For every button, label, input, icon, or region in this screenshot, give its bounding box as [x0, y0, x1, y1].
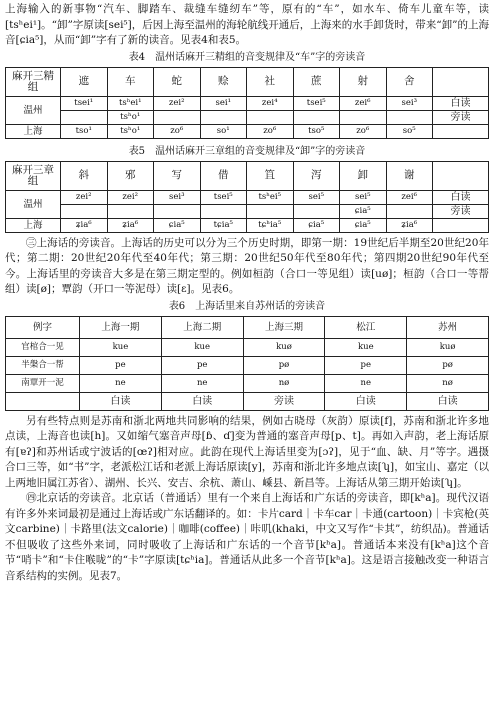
table5-cell: ɕia⁵: [293, 218, 340, 232]
table5-cell: tsei⁵: [200, 190, 247, 204]
table5-header-cell: 笡: [247, 161, 294, 190]
table5-reading-type: [433, 218, 489, 232]
table6-reading-cell: [6, 392, 80, 410]
table5-cell: ʑia⁶: [61, 218, 108, 232]
table5-reading-type: 旁读: [433, 204, 489, 218]
table6-header-cell: 上海一期: [80, 316, 162, 338]
table4-cell: tsʰo¹: [107, 124, 154, 138]
table6-cell: nø: [407, 374, 489, 392]
table6: [5, 316, 489, 411]
table4-row-label: 温州: [6, 96, 61, 124]
table6-reading-cell: 白读: [161, 392, 243, 410]
table6-row-label: 官棺合一见: [6, 338, 80, 356]
table6-reading-cell: 白读: [407, 392, 489, 410]
table6-cell: ne: [325, 374, 407, 392]
table6-header-row: [6, 316, 489, 338]
table4-header-cell: 蔗: [293, 67, 340, 96]
table5-cell: [247, 204, 294, 218]
table6-cell: kuø: [407, 338, 489, 356]
table6-cell: kue: [80, 338, 162, 356]
paragraph-beijing: ㊃北京话的旁读音。北京话（普通话）里有一个来自上海话和广东话的旁读音，即[kʰa]。现代汉语有许多外来词最初是通过上海话或广东话翻译的。如：卡片card｜卡车car｜卡通(cartoon)｜卡宾枪(英文carbine)｜卡路里(法文calorie)｜咖啡(coffee)｜咔叽(khaki，中文又写作“卡其”，纺织品)。普通话不但吸收了这些外来词，同时吸收了上海话和广东话的一个音节[kʰa]。普通话本来没有[kʰa]这个音节“哨卡”和“卡住喉咙”的“卡”字原读[tɕʰia]。普通话从此多一个音节[kʰa]。这是语言接触改变一种语言音系结构的实例。见表7。: [5, 492, 489, 582]
table6-row: [6, 374, 489, 392]
table6-row-label: 南覃开一泥: [6, 374, 80, 392]
table4-cell: [340, 110, 387, 124]
table6-header-cell: 例字: [6, 316, 80, 338]
paragraph-intro: 上海输入的新事物“汽车、脚踏车、裁缝车缝纫车”等，原有的“车”，如水车、倚车儿童车等，读[tsʰei¹]。“卸”字原读[sei⁵]，后因上海至温州的海轮航线开通后，上海来的水手卸货时，带来“卸”的上海音[ɕia⁵]，从而“卸”字有了新的读音。见表4和表5。: [5, 3, 489, 46]
paragraph-other-features: 另有些特点则是苏南和浙北两地共同影响的结果，例如古晓母（灰韵）原读[f]，苏南和浙北许多地点读，上海音也读[h]。又如缩气塞音声母[ɓ、ɗ]变为普通的塞音声母[p、t]。再如入声韵，老上海话原有[ɐʔ]和苏州话或宁波话的[œʔ]相对应。此韵在现代上海话里变为[ɔʔ]，见于“血、缺、月”等字。遇摄合口三等，如“书”字，老派松江话和老派上海话原读[y]，苏南和浙北许多地点读[ʮ]，如宝山、嘉定（以上两地旧属江苏省）、湖州、长兴、安吉、余杭、萧山、嵊县、新昌等。上海话从第三期开始读[ʮ]。: [5, 414, 489, 489]
table6-header-cell: 上海二期: [161, 316, 243, 338]
table5-cell: ɕia⁵: [340, 218, 387, 232]
table5-cell: [386, 204, 433, 218]
table5-row: [6, 204, 489, 218]
table5-header-cell: 谢: [386, 161, 433, 190]
table4-cell: so⁵: [386, 124, 433, 138]
table5-header-cell: 麻开三章组: [6, 161, 61, 190]
table6-cell: pe: [80, 356, 162, 374]
table6-caption-text: 上海话里来自苏州话的旁读音: [195, 300, 326, 312]
table5-header-cell: 借: [200, 161, 247, 190]
table4-header-cell: 射: [340, 67, 387, 96]
table6-header-cell: 松江: [325, 316, 407, 338]
table6-cell: nø: [243, 374, 325, 392]
table6-reading-row: [6, 392, 489, 410]
table4-cell: [293, 110, 340, 124]
table5-cell: ʑia⁶: [386, 218, 433, 232]
table5-row: [6, 218, 489, 232]
table4-cell: [154, 110, 201, 124]
table5-cell: sei⁵: [293, 190, 340, 204]
table4-cell: [61, 110, 108, 124]
table6-reading-cell: 旁读: [243, 392, 325, 410]
table5-caption: [5, 145, 489, 159]
table4-cell: tso⁵: [293, 124, 340, 138]
table4-cell: zo⁶: [154, 124, 201, 138]
table6-header-cell: 上海三期: [243, 316, 325, 338]
table5-cell: zei²: [107, 190, 154, 204]
table4-cell: zei⁶: [340, 96, 387, 110]
table4-row-label: 上海: [6, 124, 61, 138]
table4-cell: tsʰo¹: [107, 110, 154, 124]
table4-cell: tsei⁵: [293, 96, 340, 110]
table5-reading-type: 白读: [433, 190, 489, 204]
table6-cell: kue: [161, 338, 243, 356]
table4-header-cell: 赊: [200, 67, 247, 96]
table6-reading-cell: 白读: [325, 392, 407, 410]
table4-header-cell: 社: [247, 67, 294, 96]
table4-cell: [386, 110, 433, 124]
table5-cell: ɕia⁵: [154, 218, 201, 232]
table4-cell: [247, 110, 294, 124]
table4-caption: [5, 51, 489, 65]
table6-cell: pe: [325, 356, 407, 374]
table6-row: [6, 356, 489, 374]
table5-cell: [200, 204, 247, 218]
table5-caption-text: 温州话麻开三章组的音变规律及“卸”字的旁读音: [155, 145, 366, 157]
table4-reading-type: [433, 124, 489, 138]
table4-cell: zei²: [154, 96, 201, 110]
table4-reading-type: 旁读: [433, 110, 489, 124]
table5-cell: sei⁵: [340, 190, 387, 204]
table5-header-cell: 卸: [340, 161, 387, 190]
table5-header-cell: 写: [154, 161, 201, 190]
table5-cell: zei²: [61, 190, 108, 204]
table4-row: [6, 110, 489, 124]
table4-cell: zo⁶: [340, 124, 387, 138]
table6-cell: ne: [80, 374, 162, 392]
table6-cell: pø: [407, 356, 489, 374]
table6-cell: kue: [325, 338, 407, 356]
table5-header-cell: 邪: [107, 161, 154, 190]
table4-cell: sei¹: [200, 96, 247, 110]
table6-cell: pø: [243, 356, 325, 374]
table5-header-row: [6, 161, 489, 190]
table4: [5, 67, 489, 139]
table5-header-cell: [433, 161, 489, 190]
table5-cell: ʑia⁶: [107, 218, 154, 232]
table5-cell: [293, 204, 340, 218]
table5-cell: [154, 204, 201, 218]
table4-header-cell: 车: [107, 67, 154, 96]
table4-caption-text: 温州话麻开三精组的音变规律及“车”字的旁读音: [155, 51, 366, 63]
table5-cell: tɕia⁵: [200, 218, 247, 232]
table4-cell: zei⁴: [247, 96, 294, 110]
table6-row-label: 半槃合一帮: [6, 356, 80, 374]
table5-cell: [61, 204, 108, 218]
table4-row: [6, 124, 489, 138]
table5-caption-number: 表5: [128, 145, 146, 157]
table4-reading-type: 白读: [433, 96, 489, 110]
table5: [5, 161, 489, 233]
table4-cell: tso¹: [61, 124, 108, 138]
table5-cell: tɕʰia⁵: [247, 218, 294, 232]
table6-header-cell: 苏州: [407, 316, 489, 338]
table4-cell: sei³: [386, 96, 433, 110]
table4-header-cell: 蛇: [154, 67, 201, 96]
paragraph-shanghai: ㊂上海话的旁读音。上海话的历史可以分为三个历史时期，即第一期：19世纪后半期至20世纪20年代；第二期：20世纪20年代至40年代；第三期：20世纪50年代至80年代；第四期20世纪90年代至今。上海话里的旁读音大多是在第三期定型的。例如桓韵（合口一等见组）读[uø]；桓韵（合口一等帮组）读[ø]；覃韵（开口一等泥母）读[ɛ]。见表6。: [5, 236, 489, 295]
table5-row-label: 上海: [6, 218, 61, 232]
table5-cell: zei⁶: [386, 190, 433, 204]
table4-cell: tsei¹: [61, 96, 108, 110]
table4-header-cell: 麻开三精组: [6, 67, 61, 96]
table4-header-row: [6, 67, 489, 96]
table4-cell: so¹: [200, 124, 247, 138]
table6-cell: ne: [161, 374, 243, 392]
table4-caption-number: 表4: [128, 51, 146, 63]
table4-cell: [200, 110, 247, 124]
table6-cell: kuø: [243, 338, 325, 356]
table4-header-cell: [433, 67, 489, 96]
table5-cell: [107, 204, 154, 218]
table4-cell: zo⁶: [247, 124, 294, 138]
table5-cell: sei³: [154, 190, 201, 204]
table5-header-cell: 泻: [293, 161, 340, 190]
table5-header-cell: 斜: [61, 161, 108, 190]
table5-row-label: 温州: [6, 190, 61, 218]
table6-caption-number: 表6: [168, 300, 186, 312]
table5-row: [6, 190, 489, 204]
table6-reading-cell: 白读: [80, 392, 162, 410]
table5-cell: tsʰei⁵: [247, 190, 294, 204]
table4-cell: tsʰei¹: [107, 96, 154, 110]
table6-caption: [5, 300, 489, 314]
table6-cell: pe: [161, 356, 243, 374]
table4-header-cell: 遮: [61, 67, 108, 96]
table5-cell: ɕia⁵: [340, 204, 387, 218]
table6-row: [6, 338, 489, 356]
table4-row: [6, 96, 489, 110]
table4-header-cell: 舍: [386, 67, 433, 96]
